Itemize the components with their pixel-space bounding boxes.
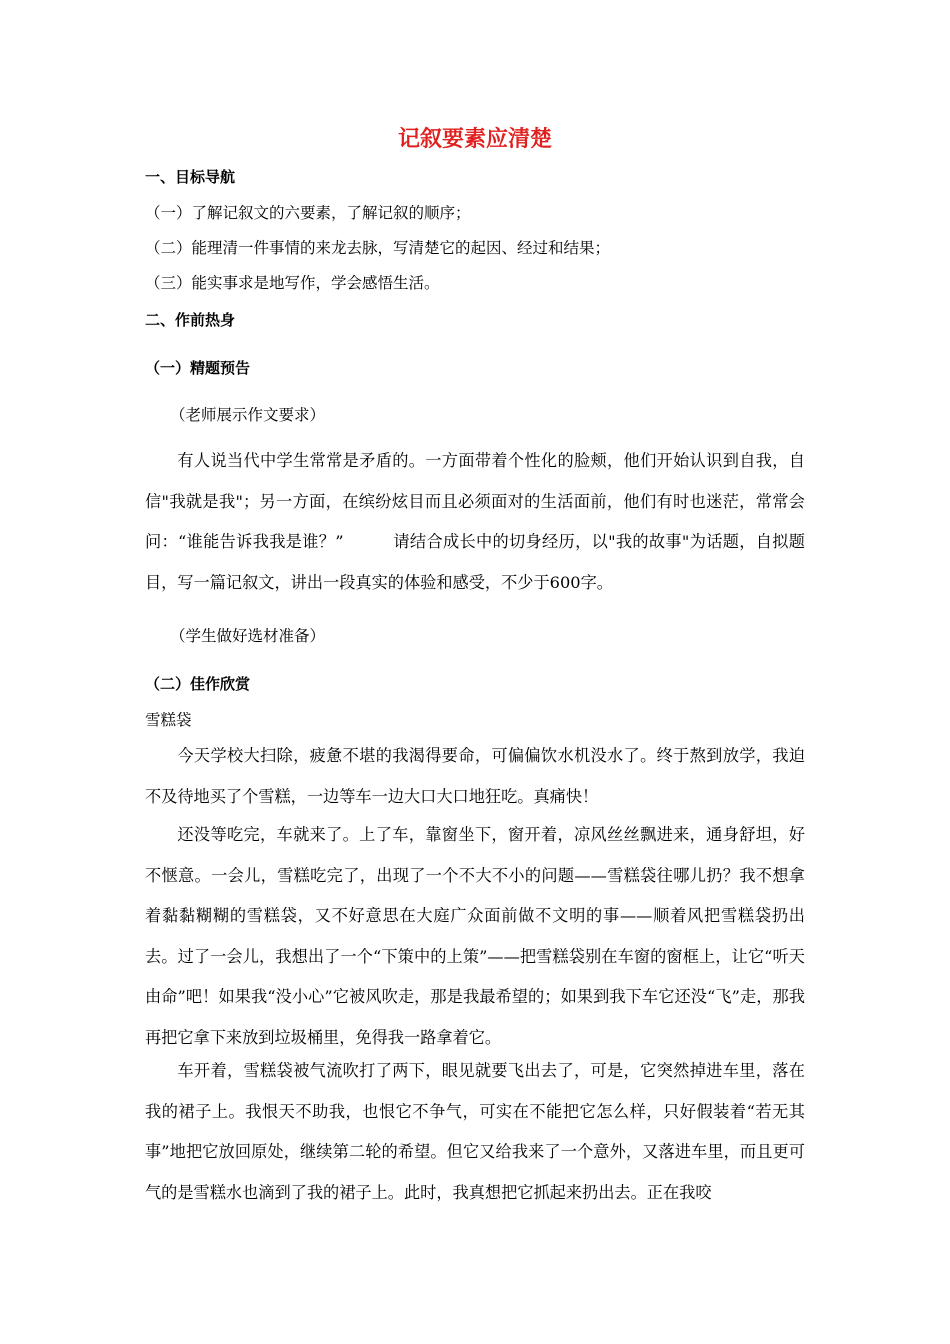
essay-paragraph-2: 还没等吃完，车就来了。上了车，靠窗坐下，窗开着，凉风丝丝飘进来，通身舒坦，好不惬意。一会儿，雪糕吃完了，出现了一个不大不小的问题——雪糕袋往哪儿扔？我不想拿着黏黏糊糊的雪糕袋，又不好意思在大庭广众面前做不文明的事——顺着风把雪糕袋扔出去。过了一会儿，我想出了一个“下策中的上策”——把雪糕袋别在车窗的窗框上，让它“听天由命”吧！如果我“没小心”它被风吹走，那是我最希望的；如果到我下车它还没“飞”走，那我再把它拿下来放到垃圾桶里，免得我一路拿着它。 [145, 825, 805, 1047]
student-note: （学生做好选材准备） [170, 627, 326, 645]
subsection-heading-preview: （一）精题预告 [145, 359, 251, 377]
goal-item-1: （一）了解记叙文的六要素，了解记叙的顺序； [145, 204, 471, 222]
assignment-prompt: 有人说当代中学生常常是矛盾的。一方面带着个性化的脸颊，他们开始认识到自我，自信"我就是我"；另一方面，在缤纷炫目而且必须面对的生活面前，他们有时也迷茫，常常会问：“谁能告诉我我是谁？” 请结合成长中的切身经历，以"我的故事"为话题，自拟题目，写一篇记叙文，讲出一段真实的体验和感受，不少于600字。 [145, 451, 805, 592]
section-heading-warmup: 二、作前热身 [145, 311, 236, 329]
goal-item-2: （二）能理清一件事情的来龙去脉，写清楚它的起因、经过和结果； [145, 239, 611, 257]
document-title: 记叙要素应清楚 [397, 127, 552, 152]
section-heading-goals: 一、目标导航 [145, 168, 236, 186]
essay-paragraph-1: 今天学校大扫除，疲惫不堪的我渴得要命，可偏偏饮水机没水了。终于熬到放学，我迫不及待地买了个雪糕，一边等车一边大口大口地狂吃。真痛快！ [145, 746, 805, 806]
subsection-heading-sample: （二）佳作欣赏 [145, 675, 251, 693]
essay-title: 雪糕袋 [145, 711, 192, 729]
goal-item-3: （三）能实事求是地写作，学会感悟生活。 [145, 274, 440, 292]
essay-paragraph-3: 车开着，雪糕袋被气流吹打了两下，眼见就要飞出去了，可是，它突然掉进车里，落在我的裙子上。我恨天不助我，也恨它不争气，可实在不能把它怎么样，只好假装着“若无其事”地把它放回原处，继续第二轮的希望。但它又给我来了一个意外，又落进车里，而且更可气的是雪糕水也滴到了我的裙子上。此时，我真想把它抓起来扔出去。正在我咬 [145, 1061, 805, 1202]
teacher-note: （老师展示作文要求） [170, 406, 326, 424]
